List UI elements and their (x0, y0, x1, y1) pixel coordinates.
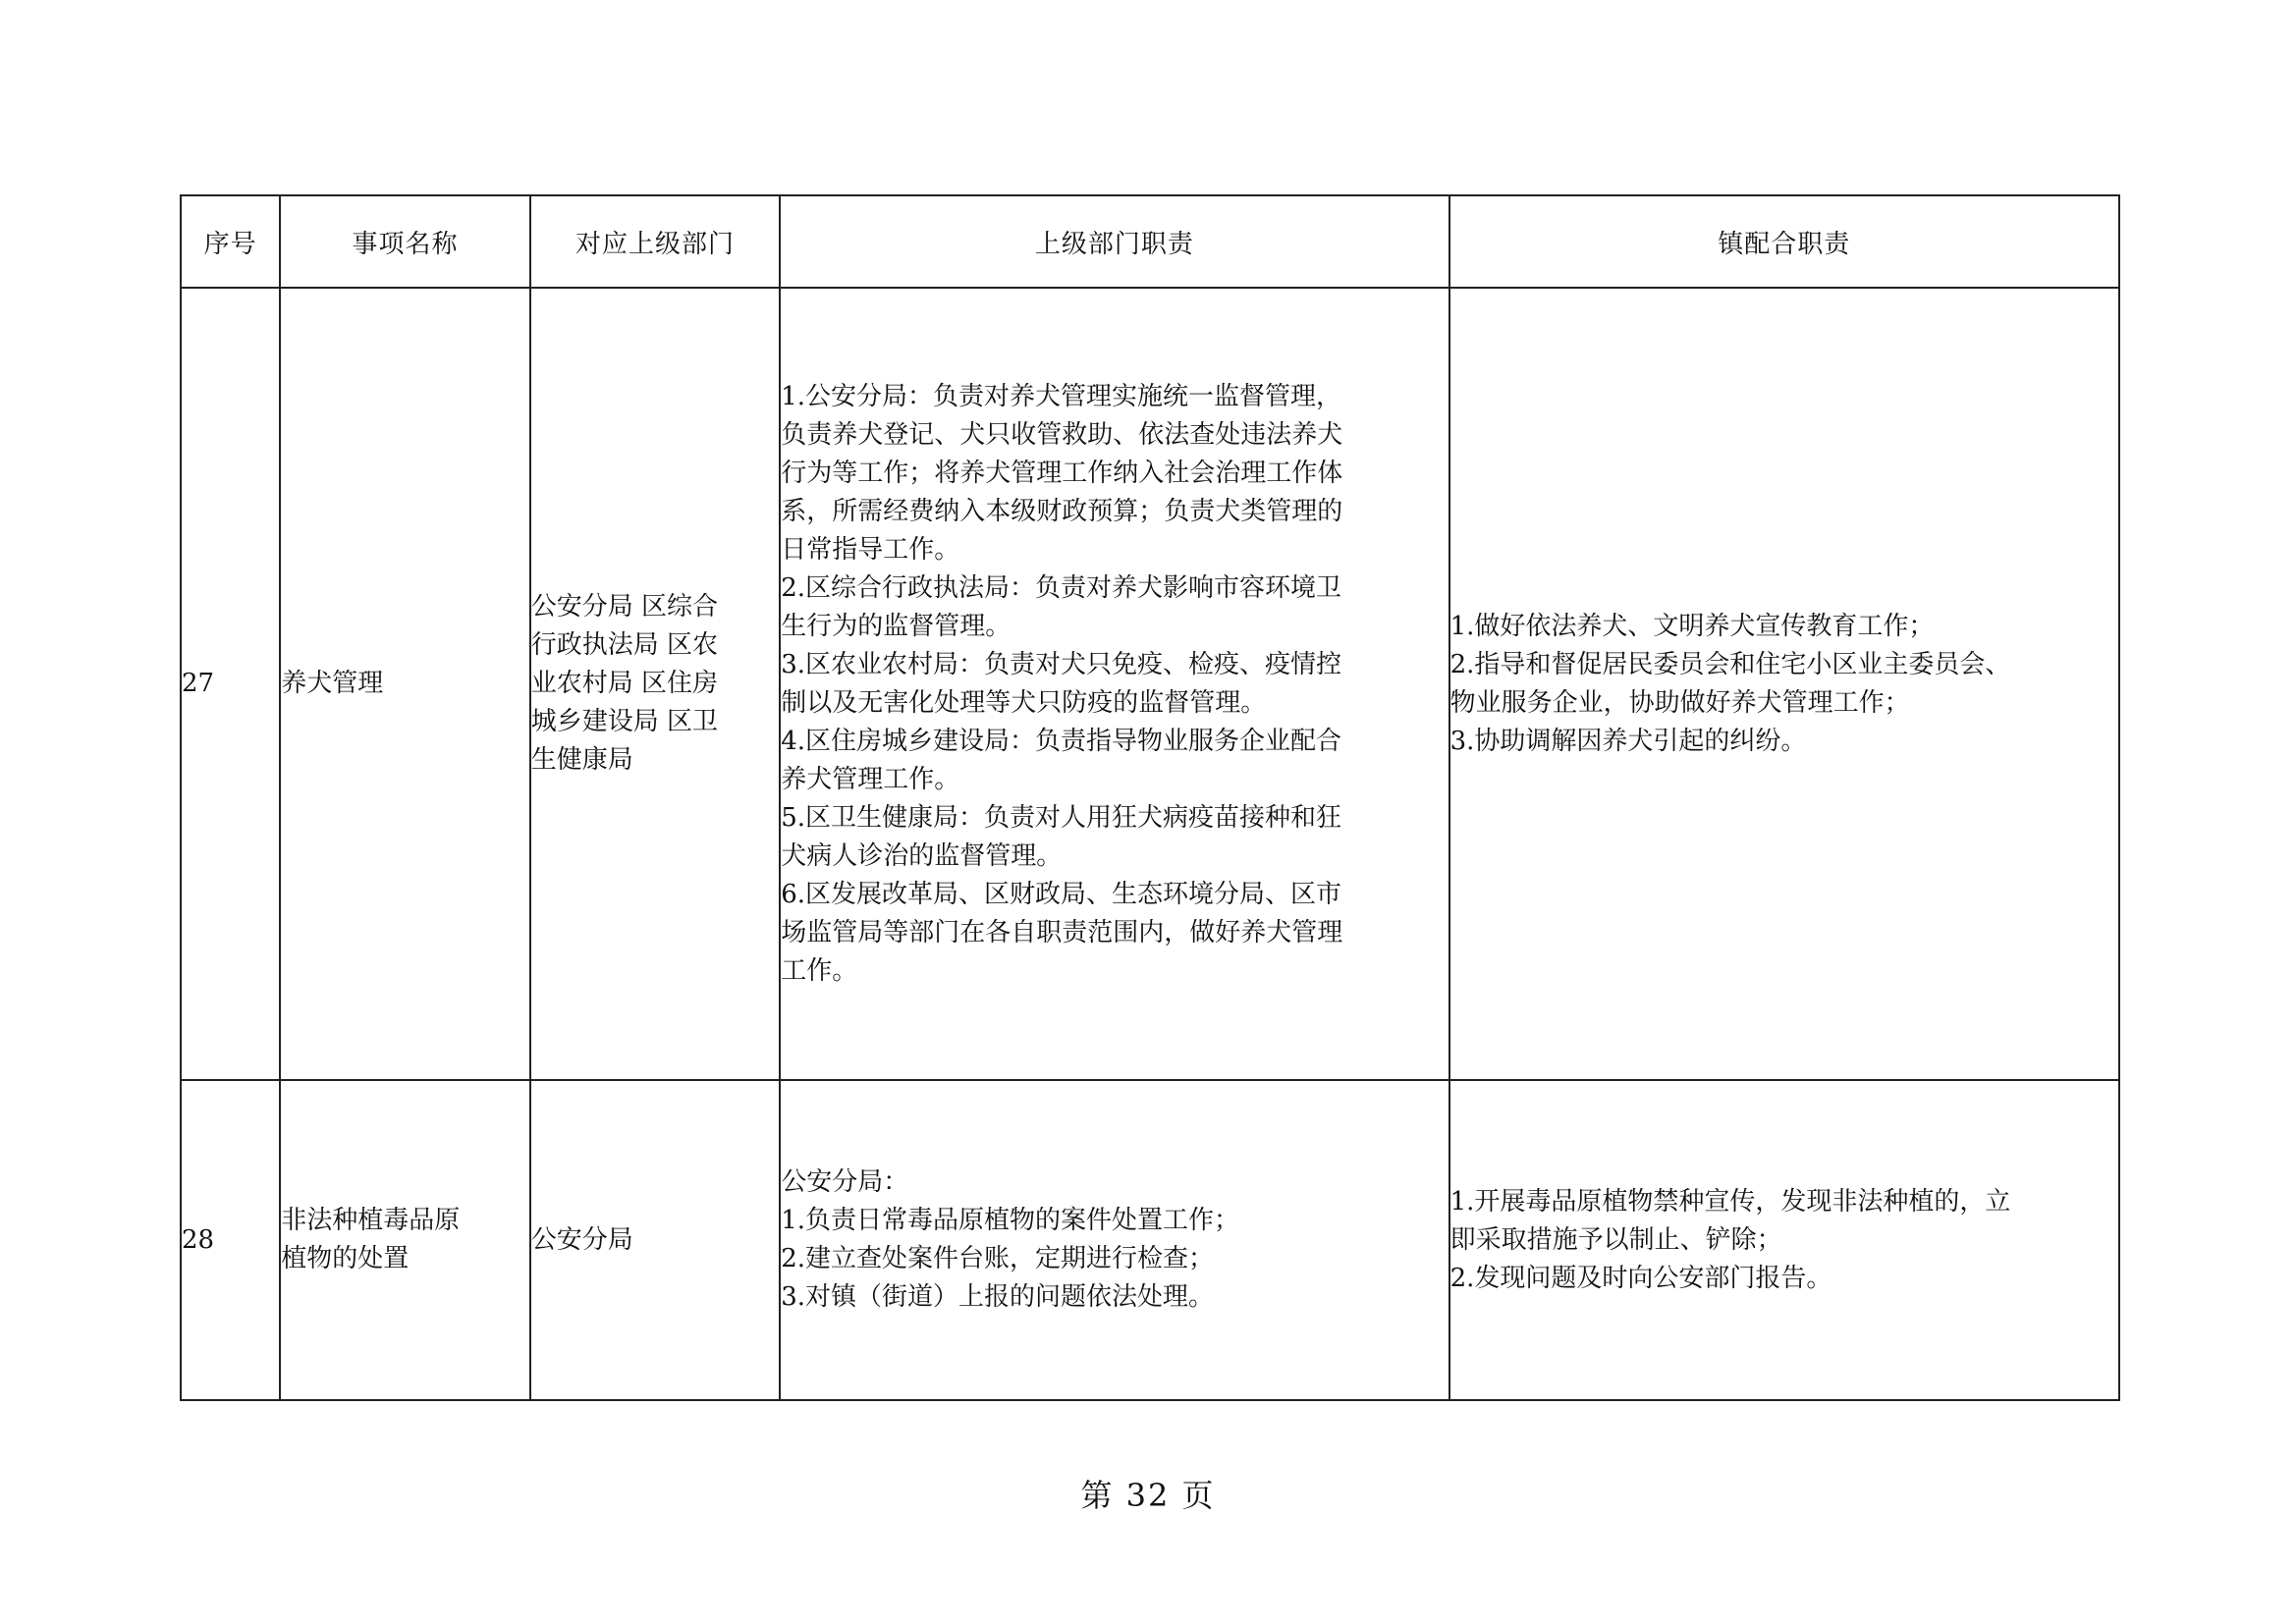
cell-text-line: 日常指导工作。 (781, 534, 960, 565)
cell-text-line: 养犬管理 (281, 669, 384, 698)
cell-text-line: 行政执法局 区农 (530, 630, 718, 660)
table-header-row (181, 195, 2119, 288)
serial-no-cell (181, 1080, 280, 1400)
cell-text-line: 2.发现问题及时向公安部门报告。 (1449, 1263, 1832, 1293)
cell-text-line: 公安分局： (781, 1167, 909, 1197)
header-town-duty: 镇配合职责 (1449, 195, 2119, 288)
cell-text-line: 工作。 (781, 955, 858, 986)
cell-text-line: 即采取措施予以制止、铲除； (1449, 1224, 1782, 1255)
cell-text-line: 生健康局 (530, 745, 633, 775)
cell-text-line: 4.区住房城乡建设局：负责指导物业服务企业配合 (781, 726, 1342, 756)
cell-text-line: 植物的处置 (281, 1244, 410, 1273)
serial-no: 27 (182, 669, 215, 698)
cell-text-line: 公安分局 (530, 1224, 633, 1255)
page-number: 第 32 页 (1080, 1477, 1216, 1514)
cell-text-line: 场监管局等部门在各自职责范围内，做好养犬管理 (781, 917, 1343, 947)
cell-text-line: 养犬管理工作。 (781, 764, 960, 794)
duty-table (180, 194, 2120, 1401)
table-row (181, 1080, 2119, 1400)
cell-text-line: 3.协助调解因养犬引起的纠纷。 (1449, 726, 1807, 756)
cell-text-line: 2.指导和督促居民委员会和住宅小区业主委员会、 (1449, 649, 2011, 679)
cell-text-line: 行为等工作；将养犬管理工作纳入社会治理工作体 (781, 458, 1343, 488)
cell-text-line: 2.建立查处案件台账，定期进行检查； (781, 1244, 1215, 1273)
cell-text-line: 物业服务企业，协助做好养犬管理工作； (1449, 687, 1910, 718)
item-name-cell (280, 1080, 530, 1400)
cell-text-line: 1.公安分局：负责对养犬管理实施统一监督管理， (781, 381, 1342, 411)
cell-text-line: 制以及无害化处理等犬只防疫的监督管理。 (781, 687, 1267, 718)
cell-text-line: 系，所需经费纳入本级财政预算；负责犬类管理的 (781, 496, 1343, 526)
serial-no-cell (181, 288, 280, 1080)
serial-no: 28 (182, 1224, 215, 1255)
cell-text-line: 业农村局 区住房 (530, 669, 718, 698)
header-superior-dept-duty: 上级部门职责 (780, 195, 1449, 288)
cell-text-line: 1.开展毒品原植物禁种宣传，发现非法种植的，立 (1449, 1186, 2011, 1217)
item-name-cell (280, 288, 530, 1080)
header-superior-dept: 对应上级部门 (530, 195, 781, 288)
superior-dept-duty-cell (780, 1080, 1449, 1400)
cell-text-line: 5.区卫生健康局：负责对人用狂犬病疫苗接种和狂 (781, 802, 1342, 833)
cell-text-line: 公安分局 区综合 (530, 592, 718, 622)
cell-text-line: 犬病人诊治的监督管理。 (781, 840, 1063, 871)
cell-text-line: 6.区发展改革局、区财政局、生态环境分局、区市 (781, 879, 1342, 909)
town-duty-cell (1449, 1080, 2119, 1400)
header-serial-no: 序号 (181, 195, 280, 288)
cell-text-line: 1.做好依法养犬、文明养犬宣传教育工作； (1449, 611, 1935, 641)
header-item-name: 事项名称 (280, 195, 530, 288)
cell-text-line: 非法种植毒品原 (281, 1206, 461, 1235)
cell-text-line: 3.对镇（街道）上报的问题依法处理。 (781, 1282, 1215, 1312)
cell-text-line: 2.区综合行政执法局：负责对养犬影响市容环境卫 (781, 572, 1342, 603)
superior-dept-cell (530, 1080, 781, 1400)
cell-text-line: 3.区农业农村局：负责对犬只免疫、检疫、疫情控 (781, 649, 1342, 679)
town-duty-cell (1449, 288, 2119, 1080)
superior-dept-cell (530, 288, 781, 1080)
table-row (181, 288, 2119, 1080)
superior-dept-duty-cell (780, 288, 1449, 1080)
cell-text-line: 生行为的监督管理。 (781, 611, 1011, 641)
cell-text-line: 1.负责日常毒品原植物的案件处置工作； (781, 1206, 1240, 1235)
cell-text-line: 城乡建设局 区卫 (530, 707, 718, 736)
cell-text-line: 负责养犬登记、犬只收管救助、依法查处违法养犬 (781, 419, 1343, 450)
